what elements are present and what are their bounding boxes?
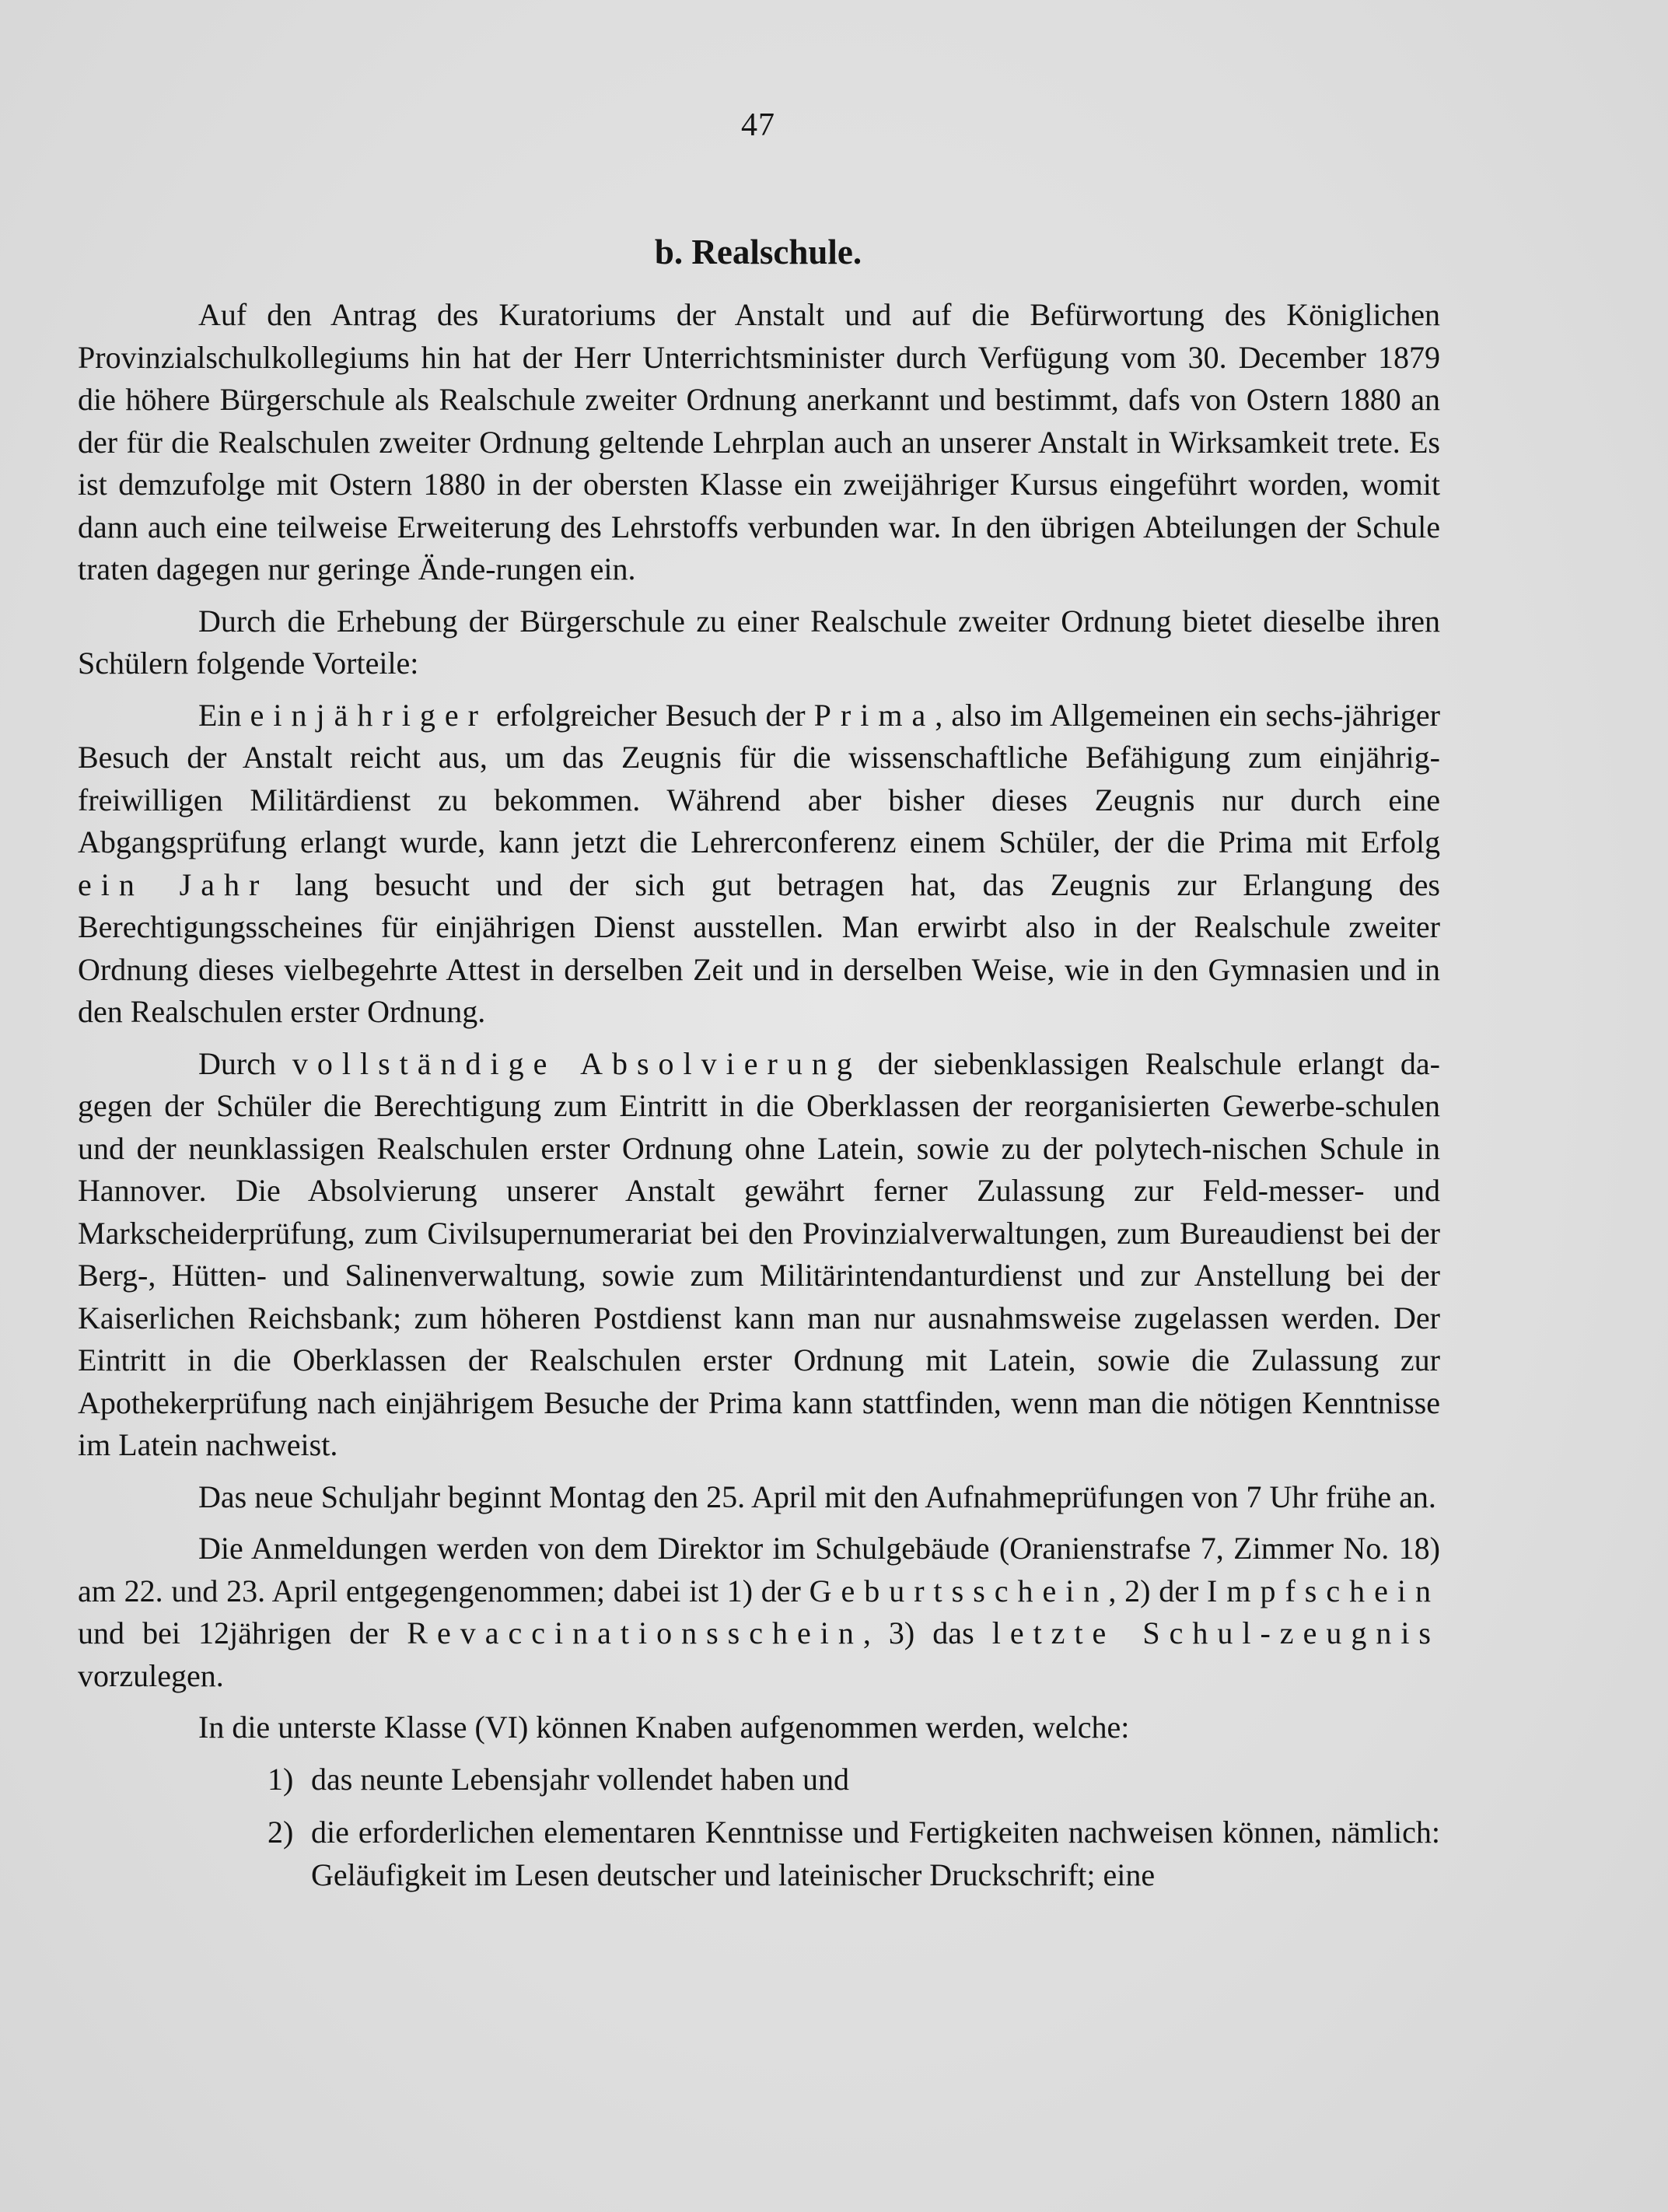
paragraph bbox=[78, 294, 1440, 591]
requirements-list bbox=[78, 1759, 1440, 1897]
paragraph bbox=[78, 600, 1440, 685]
spaced-emphasis-text: ein Jahr bbox=[78, 866, 269, 902]
text-segment: vorzulegen. bbox=[78, 1657, 224, 1693]
text-segment: Durch bbox=[198, 1045, 292, 1081]
spaced-emphasis-text: Prima bbox=[813, 697, 935, 733]
spaced-emphasis-text: Revaccinationsschein bbox=[407, 1615, 863, 1650]
body-text bbox=[78, 294, 1440, 1907]
text-segment: Ein bbox=[198, 697, 250, 733]
paragraph bbox=[78, 1706, 1440, 1749]
text-segment: , also im Allgemeinen ein sechs-jähriger Besuch der Anstalt reicht aus, um das Zeugnis für die wissenschaftliche Befähigung zum einjährig-freiwilligen Militärdienst zu bekommen. Während aber bisher dieses Zeugnis nur durch eine Abgangsprüfung erlangt wurde, kann jetzt die Lehrerconferenz einem Schüler, der die Prima mit Erfolg bbox=[78, 697, 1440, 859]
text-segment: der siebenklassigen Realschule erlangt da-gegen der Schüler die Berechtigung zum Eintritt in die Oberklassen der reorganisierten Gewerbe-schulen und der neunklassigen Realschulen erster Ordnung ohne Latein, sowie zu der polytech-nischen Schule in Hannover. Die Absolvierung unserer Anstalt gewährt ferner Zulassung zur Feld-messer- und Markscheiderprüfung, zum Civilsupernumerariat bei den Provinzialverwaltungen, zum Bureaudienst bei der Berg-, Hütten- und Salinenverwaltung, sowie zum Militärintendanturdienst und zur Anstellung bei der Kaiserlichen Reichsbank; zum höheren Postdienst kann man nur ausnahmsweise zugelassen werden. Der Eintritt in die Oberklassen der Realschulen erster Ordnung mit Latein, sowie die Zulassung zur Apothekerprüfung nach einjährigem Besuche der Prima kann stattfinden, wenn man die nötigen Kenntnisse im Latein nachweist. bbox=[78, 1045, 1441, 1462]
text-segment: Auf den Antrag des Kuratoriums der Anstalt und auf die Befürwortung des Königlichen Provinzialschulkollegiums hin hat der Herr Unterrichtsminister durch Verfügung vom 30. December 1879 die höhere Bürgerschule als Realschule zweiter Ordnung anerkannt und bestimmt, dafs von Ostern 1880 an der für die Realschulen zweiter Ordnung geltende Lehrplan auch an unserer Anstalt in Wirksamkeit trete. Es ist demzufolge mit Ostern 1880 in der obersten Klasse ein zweijähriger Kursus eingeführt worden, womit dann auch eine teilweise Erweiterung des Lehrstoffs verbunden war. In den übrigen Abteilungen der Schule traten dagegen nur geringe Ände-rungen ein. bbox=[78, 297, 1440, 586]
paragraph bbox=[78, 1476, 1440, 1519]
paragraph bbox=[78, 1528, 1440, 1697]
text-segment: Durch die Erhebung der Bürgerschule zu einer Realschule zweiter Ordnung bietet dieselbe ihren Schülern folgende Vorteile: bbox=[78, 603, 1440, 681]
text-segment: In die unterste Klasse (VI) können Knaben aufgenommen werden, welche: bbox=[198, 1710, 1130, 1745]
text-segment: lang besucht und der sich gut betragen hat, das Zeugnis zur Erlangung des Berechtigungsscheines für einjährigen Dienst ausstellen. Man erwirbt also in der Realschule zweiter Ordnung dieses vielbegehrte Attest in derselben Zeit und in derselben Weise, wie in den Gymnasien und in den Realschulen erster Ordnung. bbox=[78, 866, 1440, 1029]
text-segment: erfolgreicher Besuch der bbox=[487, 697, 814, 733]
text-segment: , 2) der bbox=[1108, 1573, 1208, 1608]
paragraph-container bbox=[78, 294, 1440, 1749]
page-number: 47 bbox=[741, 107, 775, 143]
list-item bbox=[78, 1811, 1440, 1896]
paragraph bbox=[78, 695, 1440, 1034]
paragraph bbox=[78, 1043, 1440, 1467]
spaced-emphasis-text: einjähriger bbox=[250, 697, 488, 733]
spaced-emphasis-text: Impfschein bbox=[1207, 1573, 1440, 1608]
spaced-emphasis-text: Geburtsschein bbox=[809, 1573, 1109, 1608]
list-item-text: die erforderlichen elementaren Kenntnisse und Fertigkeiten nachweisen können, nämlich: Geläufigkeit im Lesen deutscher und lateinischer Druckschrift; eine bbox=[311, 1815, 1440, 1892]
spaced-emphasis-text: letzte Schul-zeugnis bbox=[991, 1615, 1440, 1650]
text-segment: und bei 12jährigen der bbox=[78, 1615, 407, 1650]
section-heading: b. Realschule. bbox=[654, 233, 862, 271]
text-segment: , 3) das bbox=[862, 1615, 992, 1650]
text-segment: Das neue Schuljahr beginnt Montag den 25. April mit den Aufnahmeprüfungen von 7 Uhr frühe an. bbox=[198, 1479, 1436, 1514]
spaced-emphasis-text: vollständige Absolvierung bbox=[292, 1045, 862, 1081]
text-segment: Die Anmeldungen werden von dem Direktor im Schulgebäude (Oranienstrafse 7, Zimmer No. 18) am 22. und 23. April entgegengenommen; dabei ist 1) der bbox=[78, 1531, 1440, 1608]
list-item bbox=[78, 1759, 1440, 1801]
list-item-number: 1) bbox=[268, 1761, 294, 1797]
list-item-number: 2) bbox=[268, 1815, 294, 1850]
list-item-text: das neunte Lebensjahr vollendet haben und bbox=[311, 1761, 849, 1797]
